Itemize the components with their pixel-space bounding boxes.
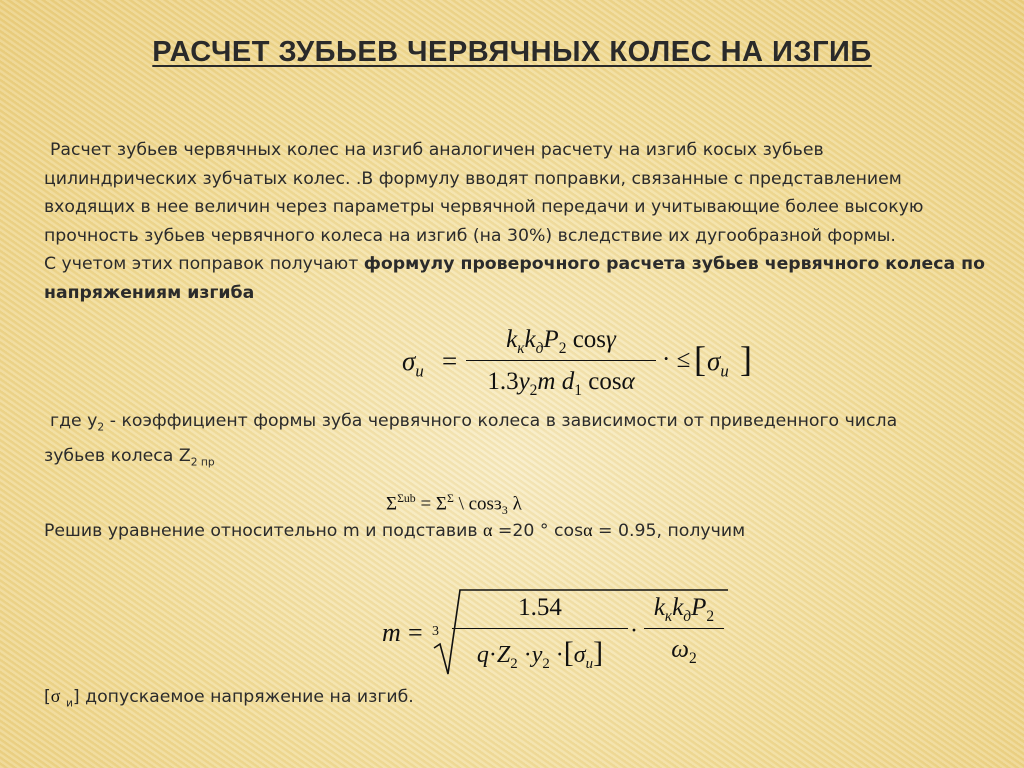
formula1-numerator: $k_кk_дP_2$ cosγ: [506, 326, 616, 357]
formula1-bracket-close: ]: [740, 339, 752, 379]
intro-line-4: прочность зубьев червячного колеса на изгиб (на 30%) вследствие их дугообразной формы.: [44, 225, 896, 246]
intro-line-5: [44, 250, 1004, 279]
formula2-denominator-2: $\omega_2$: [671, 636, 697, 667]
formula2-numerator-2: $k_кk_дP_2$: [653, 594, 715, 625]
formula1-denominator: $1.3y_2m$ $d_1$ cosα: [487, 368, 635, 399]
solve-line: Решив уравнение относительно m и подставив α =20 ° cosα = 0.95, получим: [44, 520, 746, 541]
formula2-root-index: 3: [432, 624, 439, 639]
formula1-lhs: $\sigma_и$: [402, 346, 424, 381]
intro-line-5-prefix: С учетом этих поправок получают: [44, 254, 364, 274]
where-paragraph: [44, 407, 1004, 477]
formula2-lhs: m: [382, 618, 401, 647]
slide-title: РАСЧЕТ ЗУБЬЕВ ЧЕРВЯЧНЫХ КОЛЕС НА ИЗГИБ: [152, 36, 872, 68]
intro-line-6-bold: напряжениям изгиба: [44, 282, 255, 303]
formula1-equals: =: [442, 346, 458, 376]
formula2-root-sign: [432, 586, 732, 678]
where-line-1: где $y_2$ - коэффициент формы зуба червячного колеса в зависимости от приведенного числа: [50, 411, 898, 434]
formula2-denominator: $q\cdot Z_2 \cdot y_2 \cdot[\sigma_и]$: [476, 636, 604, 672]
where-line-2: зубьев колеса $Z_{2 пр}$: [44, 445, 215, 469]
intro-line-6: [44, 279, 1004, 308]
intro-line-2: цилиндрических зубчатых колес. .В формулу вводят поправки, связанные с представлением: [44, 168, 902, 189]
formula1-le: · ≤: [662, 346, 691, 373]
formula2-equals: =: [408, 618, 423, 647]
garbled-formula: $\Sigma^{Ʃub} = \Sigma^Ʃ$ \ cosɜ$_3$ λ: [386, 492, 522, 518]
formula1-fraction-bar: [466, 360, 656, 361]
intro-line-1: Расчет зубьев червячных колес на изгиб аналогичен расчету на изгиб косых зубьев: [50, 140, 824, 160]
formula1-rhs-sigma: $\sigma_и$: [707, 346, 729, 381]
intro-line-5-bold: формулу проверочного расчета зубьев червячного колеса по: [363, 254, 985, 274]
intro-paragraph: [44, 136, 1004, 307]
formula2-fraction-bar-2: [644, 628, 724, 629]
formula2-mid-dot: ·: [630, 618, 638, 644]
formula1-bracket-open: [: [694, 339, 706, 379]
formula2-fraction-bar: [452, 628, 628, 629]
intro-line-3: входящих в нее величин через параметры червячной передачи и учитывающие более высокую: [44, 197, 924, 217]
formula2-numerator: 1.54: [518, 594, 562, 621]
allowable-stress-note: [σ $_и$] допускаемое напряжение на изгиб.: [44, 686, 414, 710]
